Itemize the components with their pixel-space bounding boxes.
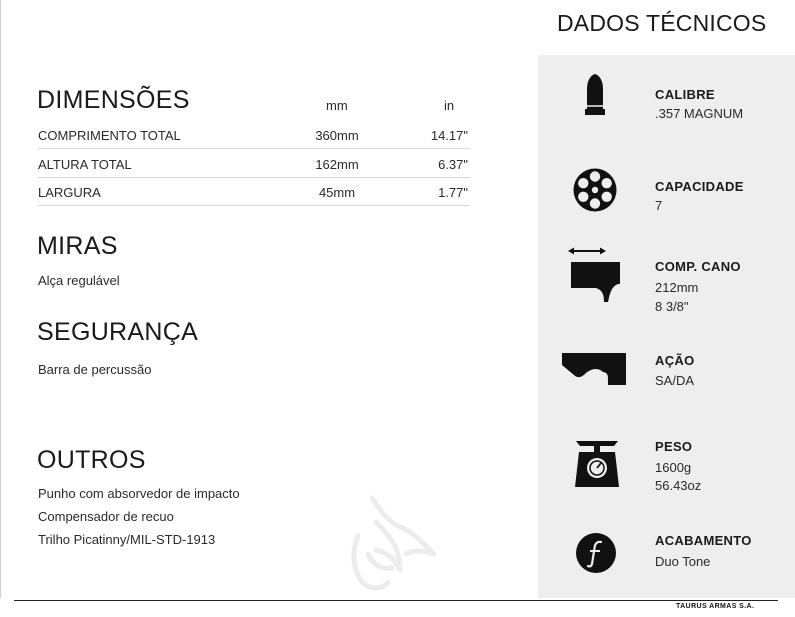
spec-value: SA/DA (655, 373, 695, 388)
spec-value: 1600g (655, 460, 692, 475)
trigger-action-icon (562, 351, 628, 387)
dimension-label: LARGURA (38, 185, 101, 200)
scale-icon (574, 440, 620, 488)
outros-item: Compensador de recuo (38, 509, 174, 524)
tech-specs-panel (538, 55, 795, 598)
dimensoes-title: DIMENSÕES (37, 86, 190, 114)
spec-value: Duo Tone (655, 554, 711, 569)
miras-title: MIRAS (37, 232, 118, 260)
dimension-in: 1.77" (438, 185, 468, 200)
dimension-row (38, 179, 470, 206)
spec-value: 212mm (655, 280, 699, 295)
dimension-row (38, 122, 470, 149)
col-header-mm: mm (326, 98, 348, 113)
spec-value: 7 (655, 198, 663, 213)
spec-label-comp-cano: COMP. CANO (655, 259, 741, 274)
outros-item: Punho com absorvedor de impacto (38, 486, 240, 501)
col-header-in: in (444, 98, 455, 113)
dimension-label: COMPRIMENTO TOTAL (38, 128, 181, 143)
spec-label-acabamento: ACABAMENTO (655, 533, 752, 548)
spec-label-acao: AÇÃO (655, 353, 695, 368)
cylinder-icon (572, 167, 618, 213)
footer-divider (14, 600, 778, 601)
spec-value: 56.43oz (655, 478, 702, 493)
dimension-mm: 45mm (318, 185, 356, 200)
spec-label-calibre: CALIBRE (655, 87, 715, 102)
footer-brand: TAURUS ARMAS S.A. (676, 603, 755, 610)
barrel-length-icon (568, 246, 624, 304)
outros-title: OUTROS (37, 446, 146, 474)
dimension-in: 6.37" (438, 157, 468, 172)
finish-icon (575, 532, 617, 574)
miras-text: Alça regulável (38, 273, 120, 288)
dimension-mm: 162mm (315, 157, 359, 172)
dimension-in: 14.17" (430, 128, 468, 143)
spec-value: 8 3/8" (655, 299, 689, 314)
dimension-label: ALTURA TOTAL (38, 157, 132, 172)
seguranca-text: Barra de percussão (38, 362, 152, 377)
outros-item: Trilho Picatinny/MIL-STD-1913 (38, 532, 216, 547)
spec-label-peso: PESO (655, 439, 693, 454)
seguranca-title: SEGURANÇA (37, 318, 199, 346)
bull-watermark-logo (342, 492, 442, 596)
spec-value: .357 MAGNUM (655, 106, 744, 121)
dimension-mm: 360mm (315, 128, 359, 143)
dados-tecnicos-title: DADOS TÉCNICOS (557, 10, 767, 36)
page-border (0, 0, 1, 598)
spec-label-capacidade: CAPACIDADE (655, 179, 744, 194)
dimension-row (38, 151, 470, 178)
bullet-icon (583, 73, 607, 117)
